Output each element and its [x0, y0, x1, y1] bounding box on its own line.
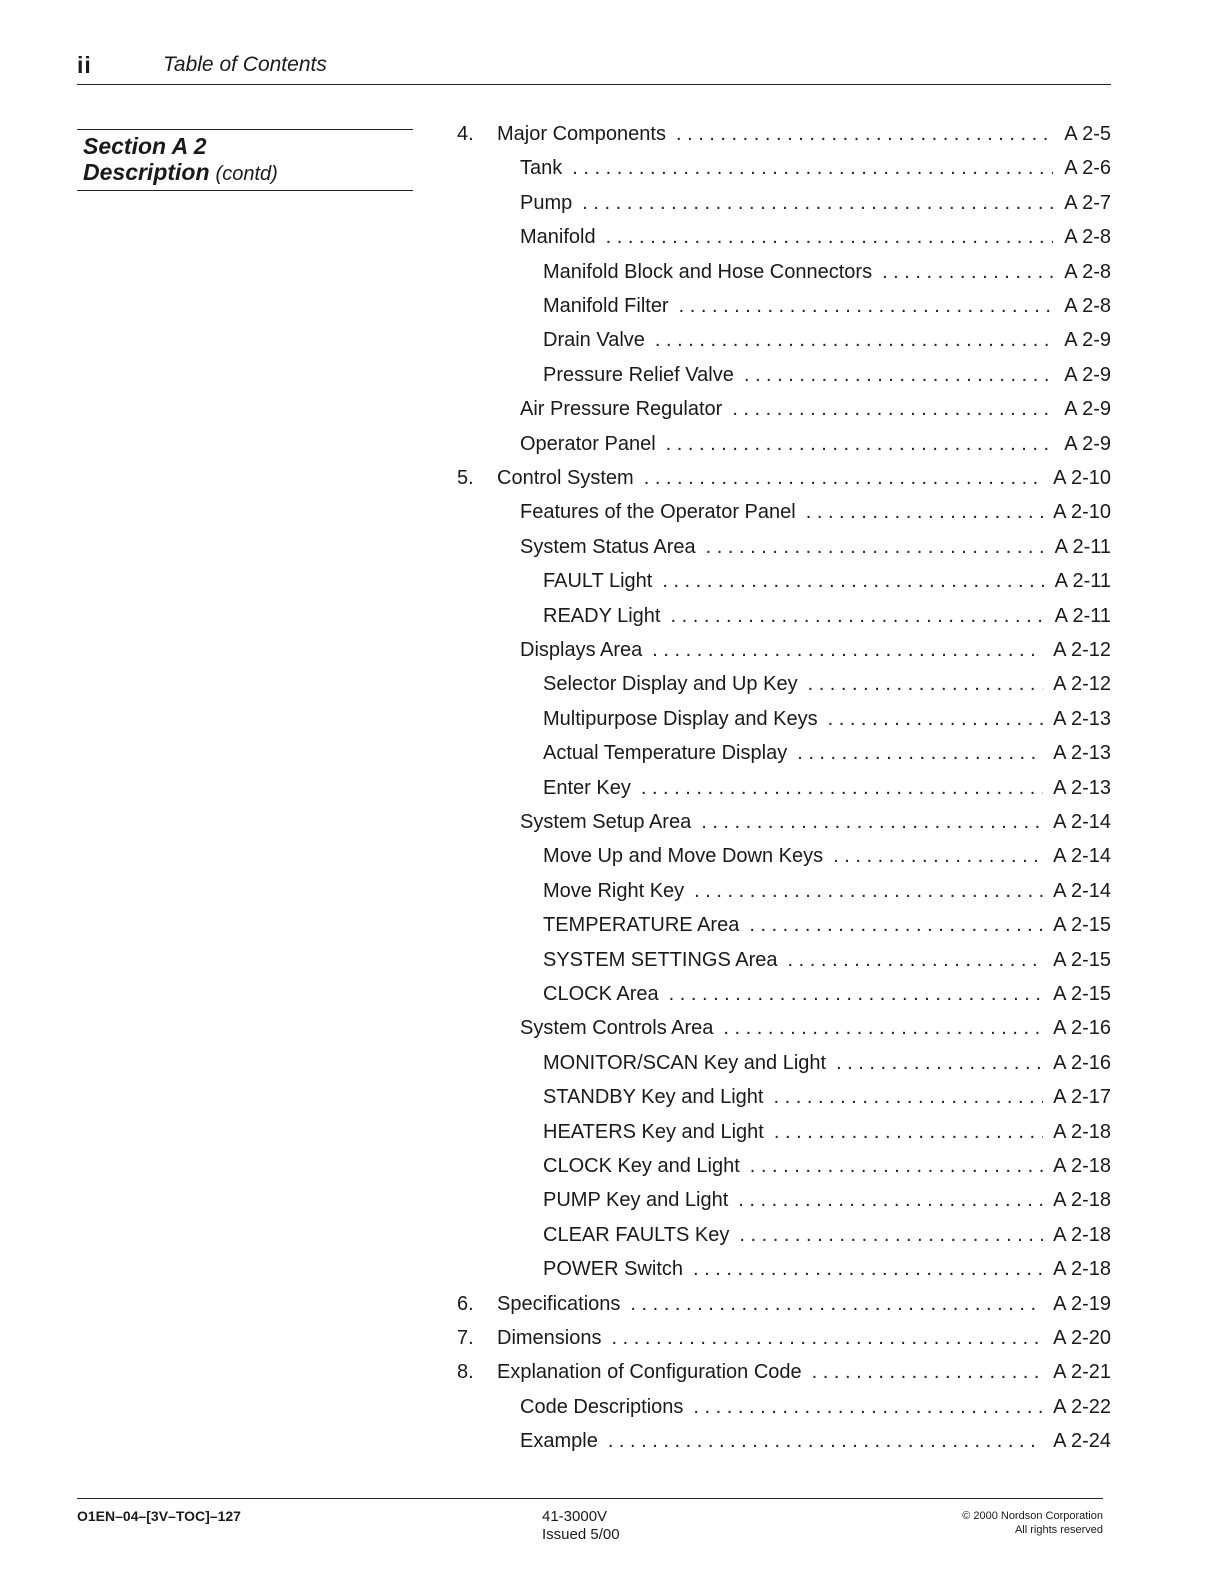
toc-entry[interactable] — [457, 364, 1111, 394]
toc-entry-title: Specifications — [497, 1293, 621, 1315]
toc-entry-page: A 2-9 — [1064, 364, 1111, 386]
dot-leader — [693, 1258, 1043, 1281]
toc-entry-page: A 2-9 — [1064, 433, 1111, 455]
toc-entry-page: A 2-12 — [1053, 673, 1111, 695]
toc-entry-title: Tank — [520, 157, 563, 179]
dot-leader — [655, 329, 1053, 352]
toc-entry-title: Code Descriptions — [520, 1396, 684, 1418]
dot-leader — [641, 777, 1043, 800]
toc-entry[interactable] — [457, 123, 1111, 153]
toc-entry-title: Example — [520, 1430, 598, 1452]
toc-entry-page: A 2-12 — [1053, 639, 1111, 661]
toc-entry-title: POWER Switch — [543, 1258, 684, 1280]
toc-entry-title: Major Components — [497, 123, 666, 145]
dot-leader — [774, 1086, 1044, 1109]
toc-entry-title: Control System — [497, 467, 634, 489]
toc-entry-page: A 2-18 — [1053, 1189, 1111, 1211]
toc-entry[interactable] — [457, 1052, 1111, 1082]
toc-entry[interactable] — [457, 261, 1111, 291]
toc-entry-title: READY Light — [543, 605, 661, 627]
dot-leader — [606, 226, 1053, 249]
toc-entry-page: A 2-15 — [1053, 949, 1111, 971]
toc-entry-page: A 2-21 — [1053, 1361, 1111, 1383]
section-heading — [77, 129, 413, 191]
toc-entry-title: TEMPERATURE Area — [543, 914, 740, 936]
toc-entry-page: A 2-16 — [1053, 1017, 1111, 1039]
dot-leader — [836, 1052, 1043, 1075]
dot-leader — [812, 1361, 1044, 1384]
toc-entry-page: A 2-14 — [1053, 845, 1111, 867]
toc-entry[interactable] — [457, 1361, 1111, 1391]
dot-leader — [582, 192, 1053, 215]
document-code: O1EN–04–[3V–TOC]–127 — [77, 1508, 241, 1524]
toc-entry[interactable] — [457, 226, 1111, 256]
toc-entry[interactable] — [457, 433, 1111, 463]
toc-entry-title: Explanation of Configuration Code — [497, 1361, 802, 1383]
dot-leader — [797, 742, 1043, 765]
toc-entry-page: A 2-5 — [1064, 123, 1111, 145]
toc-entry-page: A 2-10 — [1053, 501, 1111, 523]
toc-entry-page: A 2-6 — [1064, 157, 1111, 179]
dot-leader — [750, 1155, 1043, 1178]
toc-entry-title: Drain Valve — [543, 329, 645, 351]
toc-entry-page: A 2-9 — [1064, 329, 1111, 351]
toc-entry[interactable] — [457, 329, 1111, 359]
toc-entry-title: System Setup Area — [520, 811, 692, 833]
dot-leader — [693, 1396, 1043, 1419]
toc-entry-title: CLEAR FAULTS Key — [543, 1224, 730, 1246]
toc-entry[interactable] — [457, 708, 1111, 738]
toc-entry-title: Selector Display and Up Key — [543, 673, 798, 695]
toc-entry-page: A 2-10 — [1053, 467, 1111, 489]
toc-entry-page: A 2-13 — [1053, 708, 1111, 730]
toc-entry[interactable] — [457, 1017, 1111, 1047]
toc-entry[interactable] — [457, 536, 1111, 566]
toc-entry-title: Air Pressure Regulator — [520, 398, 723, 420]
toc-entry[interactable] — [457, 1121, 1111, 1151]
page-footer — [77, 1498, 1103, 1549]
toc-entry-page: A 2-18 — [1053, 1224, 1111, 1246]
toc-entry-title: Multipurpose Display and Keys — [543, 708, 818, 730]
toc-entry[interactable] — [457, 811, 1111, 841]
toc-entry[interactable] — [457, 1086, 1111, 1116]
page-number: ii — [77, 52, 92, 78]
toc-entry-title: System Status Area — [520, 536, 696, 558]
toc-entry-title: STANDBY Key and Light — [543, 1086, 764, 1108]
toc-entry[interactable] — [457, 742, 1111, 772]
copyright: © 2000 Nordson Corporation — [962, 1510, 1103, 1522]
section-label: Section A 2 — [83, 133, 207, 159]
toc-entry[interactable] — [457, 673, 1111, 703]
toc-entry-page: A 2-14 — [1053, 811, 1111, 833]
dot-leader — [611, 1327, 1043, 1350]
toc-entry-page: A 2-11 — [1054, 605, 1111, 627]
toc-entry-page: A 2-9 — [1064, 398, 1111, 420]
toc-entry-title: Operator Panel — [520, 433, 656, 455]
toc-entry-title: Enter Key — [543, 777, 631, 799]
toc-entry-title: Manifold Filter — [543, 295, 669, 317]
toc-entry-number: 4. — [457, 123, 474, 145]
toc-entry-page: A 2-16 — [1053, 1052, 1111, 1074]
dot-leader — [749, 914, 1043, 937]
toc-entry[interactable] — [457, 949, 1111, 979]
toc-entry[interactable] — [457, 639, 1111, 669]
dot-leader — [739, 1224, 1043, 1247]
dot-leader — [652, 639, 1043, 662]
toc-entry[interactable] — [457, 845, 1111, 875]
toc-entry-page: A 2-7 — [1064, 192, 1111, 214]
toc-entry-title: Pump — [520, 192, 573, 214]
toc-entry-title: PUMP Key and Light — [543, 1189, 729, 1211]
toc-entry-title: System Controls Area — [520, 1017, 714, 1039]
toc-entry[interactable] — [457, 295, 1111, 325]
toc-entry-title: CLOCK Area — [543, 983, 659, 1005]
dot-leader — [630, 1293, 1043, 1316]
toc-entry-page: A 2-15 — [1053, 914, 1111, 936]
toc-entry-page: A 2-8 — [1064, 261, 1111, 283]
dot-leader — [723, 1017, 1043, 1040]
section-title: Description — [83, 159, 210, 185]
toc-entry-title: HEATERS Key and Light — [543, 1121, 764, 1143]
toc-entry[interactable] — [457, 501, 1111, 531]
copyright-notice — [962, 1509, 1103, 1537]
section-description — [83, 159, 278, 186]
toc-entry[interactable] — [457, 1189, 1111, 1219]
toc-entry-page: A 2-18 — [1053, 1121, 1111, 1143]
dot-leader — [774, 1121, 1043, 1144]
footer-part-info — [542, 1508, 620, 1544]
toc-entry-title: Pressure Relief Valve — [543, 364, 734, 386]
toc-entry-page: A 2-18 — [1053, 1155, 1111, 1177]
toc-entry-page: A 2-18 — [1053, 1258, 1111, 1280]
toc-entry[interactable] — [457, 467, 1111, 497]
toc-entry-title: Move Up and Move Down Keys — [543, 845, 824, 867]
toc-entry[interactable] — [457, 880, 1111, 910]
dot-leader — [608, 1430, 1043, 1453]
toc-entry-title: Move Right Key — [543, 880, 685, 902]
toc-entry[interactable] — [457, 1293, 1111, 1323]
toc-entry-title: CLOCK Key and Light — [543, 1155, 740, 1177]
dot-leader — [662, 570, 1044, 593]
dot-leader — [828, 708, 1044, 731]
toc-entry-title: FAULT Light — [543, 570, 653, 592]
toc-entry-page: A 2-20 — [1053, 1327, 1111, 1349]
toc-entry-title: Features of the Operator Panel — [520, 501, 796, 523]
dot-leader — [833, 845, 1043, 868]
toc-entry-title: Actual Temperature Display — [543, 742, 788, 764]
toc-entry-title: MONITOR/SCAN Key and Light — [543, 1052, 827, 1074]
dot-leader — [670, 605, 1044, 628]
page-header — [77, 50, 1111, 85]
toc-entry-title: Manifold — [520, 226, 596, 248]
toc-entry[interactable] — [457, 192, 1111, 222]
toc-entry[interactable] — [457, 777, 1111, 807]
dot-leader — [572, 157, 1053, 180]
toc-entry[interactable] — [457, 914, 1111, 944]
toc-entry-title: Displays Area — [520, 639, 643, 661]
toc-entry-title: SYSTEM SETTINGS Area — [543, 949, 778, 971]
toc-entry[interactable] — [457, 1155, 1111, 1185]
dot-leader — [679, 295, 1053, 318]
toc-entry[interactable] — [457, 1430, 1111, 1460]
dot-leader — [738, 1189, 1043, 1212]
rights-reserved: All rights reserved — [1014, 1524, 1103, 1536]
section-contd: (contd) — [215, 163, 278, 185]
toc-entry-page: A 2-24 — [1053, 1430, 1111, 1452]
dot-leader — [806, 501, 1043, 524]
toc-entry-page: A 2-22 — [1053, 1396, 1111, 1418]
dot-leader — [788, 949, 1044, 972]
toc-entry[interactable] — [457, 605, 1111, 635]
toc-entry-page: A 2-8 — [1064, 226, 1111, 248]
toc-entry-page: A 2-11 — [1054, 570, 1111, 592]
toc-entry[interactable] — [457, 1396, 1111, 1426]
toc-entry[interactable] — [457, 983, 1111, 1013]
dot-leader — [666, 433, 1053, 456]
toc-entry-page: A 2-13 — [1053, 777, 1111, 799]
dot-leader — [644, 467, 1043, 490]
dot-leader — [694, 880, 1043, 903]
toc-entry-page: A 2-19 — [1053, 1293, 1111, 1315]
toc-entry-number: 7. — [457, 1327, 474, 1349]
toc-entry[interactable] — [457, 1258, 1111, 1288]
toc-entry-number: 8. — [457, 1361, 474, 1383]
toc-entry[interactable] — [457, 1327, 1111, 1357]
dot-leader — [669, 983, 1044, 1006]
toc-entry-title: Dimensions — [497, 1327, 602, 1349]
dot-leader — [732, 398, 1053, 421]
toc-entry-page: A 2-13 — [1053, 742, 1111, 764]
toc-entry-title: Manifold Block and Hose Connectors — [543, 261, 873, 283]
dot-leader — [706, 536, 1045, 559]
dot-leader — [882, 261, 1053, 284]
toc-entry[interactable] — [457, 1224, 1111, 1254]
dot-leader — [808, 673, 1044, 696]
toc-entry-number: 6. — [457, 1293, 474, 1315]
toc-entry-page: A 2-14 — [1053, 880, 1111, 902]
toc-entry-page: A 2-8 — [1064, 295, 1111, 317]
part-number: 41-3000V — [542, 1508, 608, 1525]
issue-date: Issued 5/00 — [542, 1526, 620, 1543]
toc-entry-page: A 2-15 — [1053, 983, 1111, 1005]
toc-entry-number: 5. — [457, 467, 474, 489]
dot-leader — [744, 364, 1053, 387]
toc-entry[interactable] — [457, 157, 1111, 187]
dot-leader — [701, 811, 1043, 834]
header-title: Table of Contents — [163, 53, 327, 76]
toc-entry-page: A 2-17 — [1053, 1086, 1111, 1108]
toc-entry[interactable] — [457, 570, 1111, 600]
toc-entry[interactable] — [457, 398, 1111, 428]
dot-leader — [676, 123, 1053, 146]
toc-entry-page: A 2-11 — [1054, 536, 1111, 558]
